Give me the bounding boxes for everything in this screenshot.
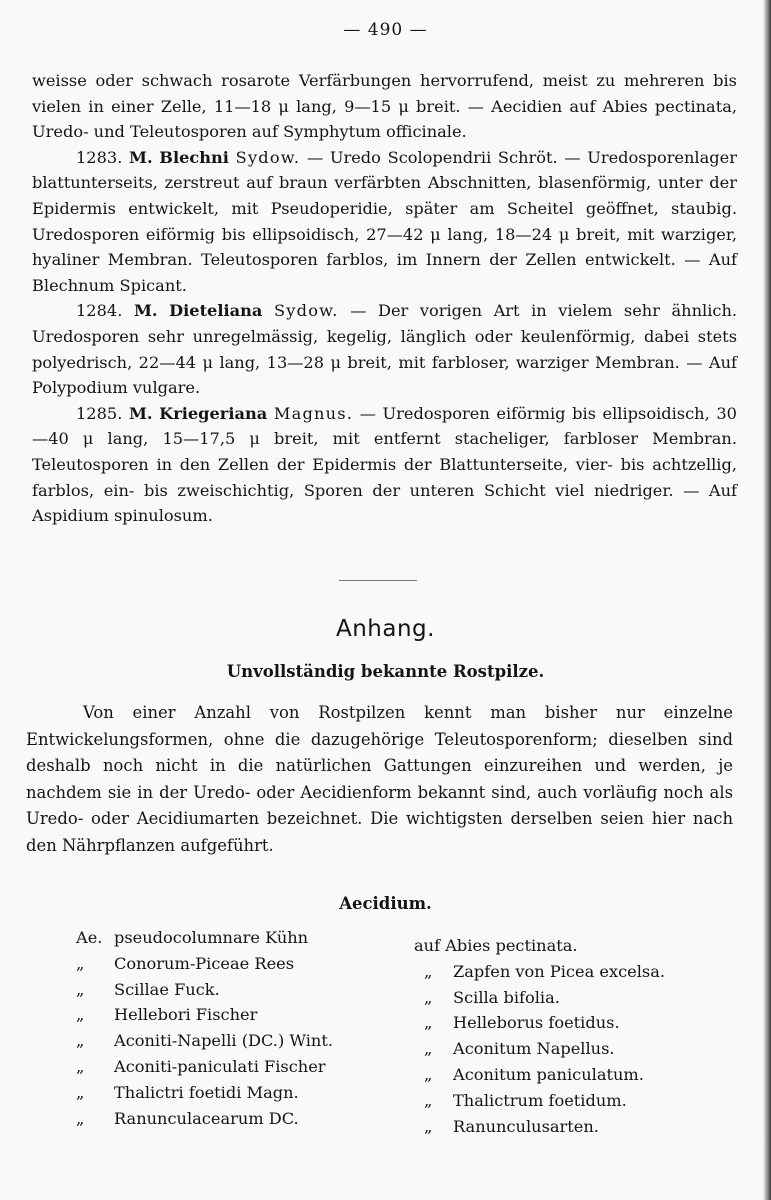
list-item	[0, 1031, 771, 1057]
appendix-title: Anhang.	[336, 616, 435, 642]
list-item	[0, 980, 771, 1006]
ditto-mark: „	[76, 1108, 85, 1128]
host-plant: auf Abies pectinata.	[414, 936, 578, 955]
species-name: pseudocolumnare Kühn	[114, 928, 309, 947]
entry-description: — Der vorigen Art in vielem sehr ähnlich. Uredosporen sehr unregelmässig, kegelig, länglich oder keulenförmig, dabei stets polyedrisch, 22—44 μ lang, 13—28 μ breit, mit farbloser, warziger Membran. — Auf Polypodium vulgare.	[32, 301, 738, 398]
ditto-mark: „	[76, 1031, 85, 1051]
genus-abbreviation: Ae.	[76, 928, 103, 947]
list-item	[0, 1005, 771, 1031]
host-plant: Aconitum paniculatum.	[453, 1064, 644, 1084]
species-entry-1285	[32, 401, 737, 529]
species-name: Aconiti-paniculati Fischer	[114, 1056, 326, 1076]
list-item	[0, 1057, 771, 1083]
host-plant: Aconitum Napellus.	[453, 1039, 615, 1059]
entry-species: Blechni	[159, 147, 229, 167]
entry-author: Sydow.	[274, 301, 339, 321]
list-item	[0, 954, 771, 980]
species-name: Thalictri foetidi Magn.	[114, 1082, 299, 1102]
ditto-mark: „	[424, 1039, 433, 1059]
ditto-mark: „	[424, 987, 433, 1007]
ditto-mark: „	[424, 1013, 433, 1033]
ditto-mark: „	[76, 1005, 85, 1025]
appendix-subtitle: Unvollständig bekannte Rostpilze.	[226, 662, 545, 681]
entry-number: 1284.	[76, 301, 123, 321]
entry-author: Sydow.	[235, 147, 301, 167]
species-name: Scillae Fuck.	[114, 979, 220, 999]
ditto-mark: „	[424, 961, 433, 981]
ditto-mark: „	[424, 1064, 433, 1084]
ditto-mark: „	[76, 1082, 85, 1102]
section-divider	[339, 580, 417, 581]
ditto-mark: „	[76, 1056, 85, 1076]
ditto-mark: „	[76, 979, 85, 999]
appendix-intro: Von einer Anzahl von Rostpilzen kennt man bisher nur einzelne Entwickelungsformen, ohne die dazugehörige Teleutosporenform; dieselben sind deshalb noch nicht in die natürlichen Gattungen einzureihen und werden, je nachdem sie in der Uredo- oder Aecidienform bekannt sind, auch vorläufig noch als Uredo- oder Aecidiumarten bezeichnet. Die wichtigsten derselben seien hier nach den Nährpflanzen aufgeführt.	[26, 703, 733, 855]
host-plant: Zapfen von Picea excelsa.	[453, 961, 666, 981]
species-name: Hellebori Fischer	[114, 1005, 258, 1025]
entry-number: 1283.	[76, 147, 123, 167]
species-entry-1284	[32, 298, 737, 400]
entry-genus: M.	[129, 147, 153, 167]
entry-author: Magnus.	[273, 403, 354, 423]
ditto-mark: „	[424, 1090, 433, 1110]
host-plant: Ranunculusarten.	[453, 1116, 599, 1136]
entry-genus: M.	[133, 301, 158, 321]
ditto-mark: „	[76, 953, 85, 973]
host-plant: Scilla bifolia.	[453, 987, 560, 1007]
host-plant: Helleborus foetidus.	[453, 1013, 620, 1033]
entry-description: — Uredo Scolopendrii Schröt. — Uredosporenlager blattunterseits, zerstreut auf braun verfärbten Abschnitten, blasenförmig, unter der Epidermis entwickelt, mit Pseudoperidie, später am Scheitel geöffnet, staubig. Uredosporen eiförmig bis ellipsoidisch, 27—42 μ lang, 18—24 μ breit, mit warziger, hyaliner Membran. Teleutosporen farblos, im Innern der Zellen entwickelt. — Auf Blechnum Spicant.	[32, 147, 737, 295]
host-plant: Thalictrum foetidum.	[453, 1090, 627, 1110]
species-name: Conorum-Piceae Rees	[114, 953, 295, 973]
entry-genus: M.	[128, 403, 153, 423]
list-item	[0, 928, 771, 954]
species-name: Aconiti-Napelli (DC.) Wint.	[114, 1031, 334, 1051]
continuation-paragraph: weisse oder schwach rosarote Verfärbungen hervorrufend, meist zu mehreren bis vielen in einer Zelle, 11—18 μ lang, 9—15 μ breit. — Aecidien auf Abies pectinata, Uredo- und Teleutosporen auf Symphytum officinale.	[32, 71, 737, 142]
entry-species: Dieteliana	[169, 301, 263, 321]
list-item	[0, 1109, 771, 1135]
list-item	[0, 1083, 771, 1109]
entry-description: — Uredosporen eiförmig bis ellipsoidisch, 30—40 μ lang, 15—17,5 μ breit, mit entfernt stacheliger, farbloser Membran. Teleutosporen in den Zellen der Epidermis der Blattunterseite, vier- bis achtzellig, farblos, ein- bis zweischichtig, Sporen der unteren Schicht viel niedriger. — Auf Aspidium spinulosum.	[32, 403, 737, 526]
aecidium-list	[0, 928, 771, 1134]
ditto-mark: „	[424, 1116, 433, 1136]
entry-species: Kriegeriana	[159, 403, 268, 423]
species-name: Ranunculacearum DC.	[114, 1108, 299, 1128]
entry-number: 1285.	[76, 403, 123, 423]
species-entry-1283	[32, 145, 737, 299]
aecidium-heading: Aecidium.	[339, 894, 432, 913]
main-text	[32, 68, 737, 529]
page-number: — 490 —	[343, 20, 428, 40]
